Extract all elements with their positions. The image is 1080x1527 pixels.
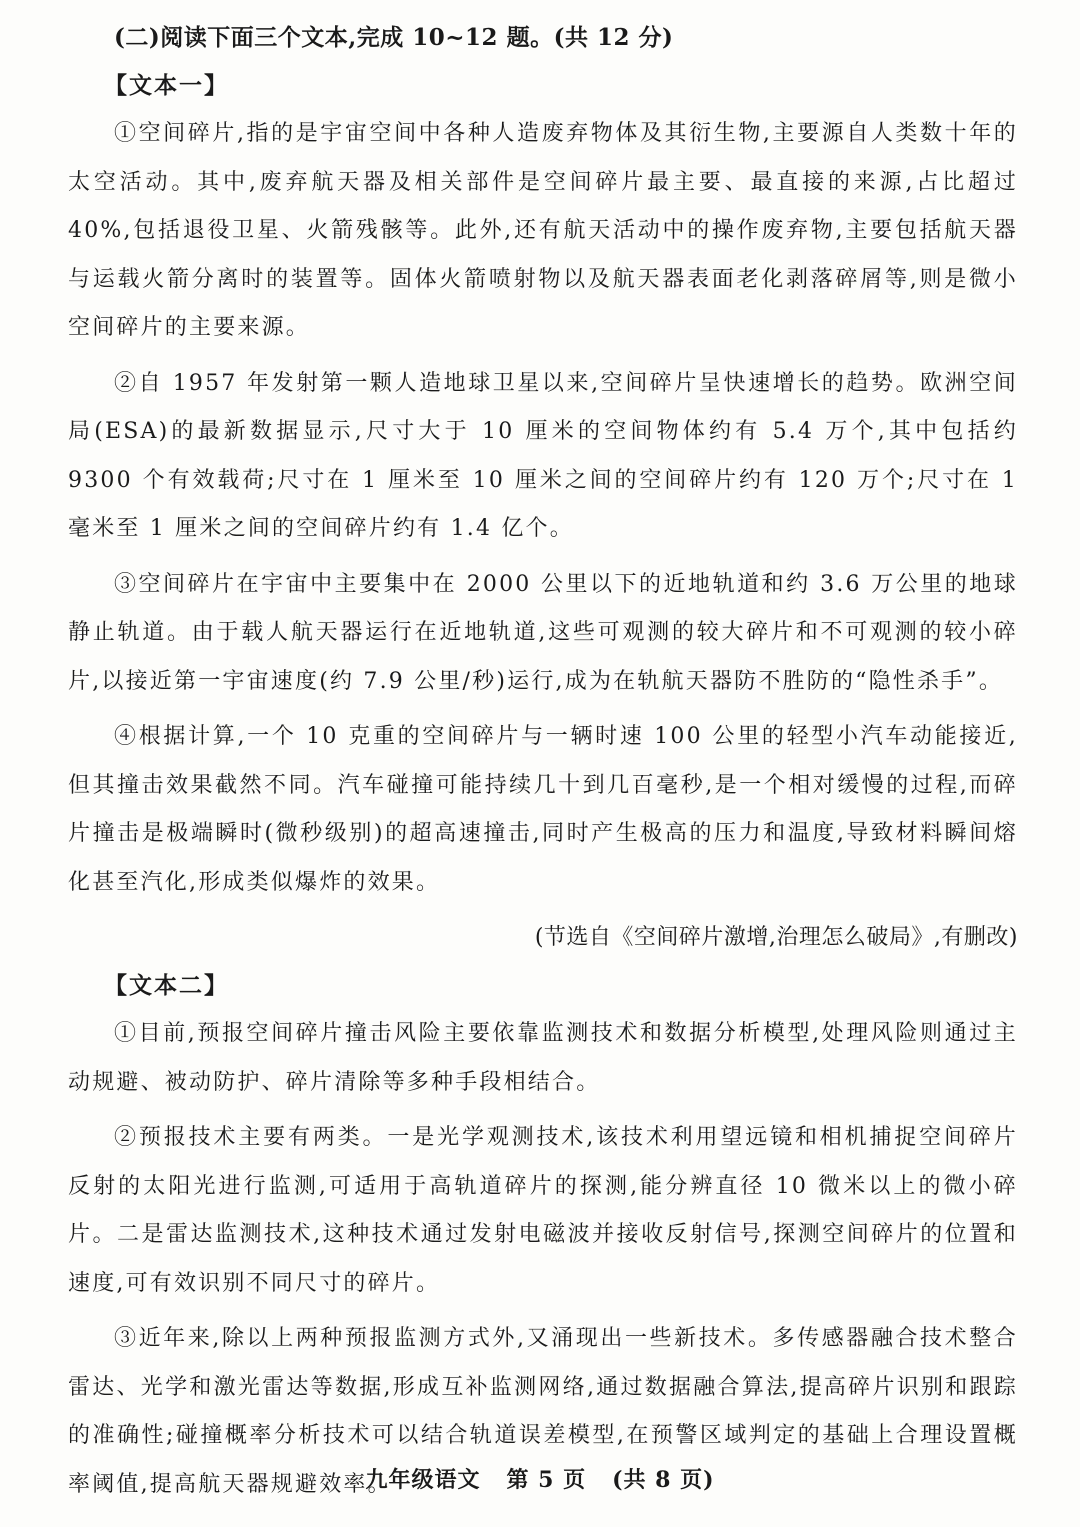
- text2-label: 【文本二】: [104, 972, 229, 999]
- text1-paragraph-4: ④根据计算,一个 10 克重的空间碎片与一辆时速 100 公里的轻型小汽车动能接近,但其撞击效果截然不同。汽车碰撞可能持续几十到几百毫秒,是一个相对缓慢的过程,而碎片撞击是极端瞬时(微秒级别)的超高速撞击,同时产生极高的压力和温度,导致材料瞬间熔化甚至汽化,形成类似爆炸的效果。: [68, 724, 1018, 895]
- text1-label: 【文本一】: [104, 72, 229, 99]
- text1-paragraph-2: ②自 1957 年发射第一颗人造地球卫星以来,空间碎片呈快速增长的趋势。欧洲空间局(ESA)的最新数据显示,尺寸大于 10 厘米的空间物体约有 5.4 万个,其中包括约 9300 个有效载荷;尺寸在 1 厘米至 10 厘米之间的空间碎片约有 120 万个;尺寸在 1 毫米至 1 厘米之间的空间碎片约有 1.4 亿个。: [68, 370, 1018, 541]
- text1-paragraph-1: ①空间碎片,指的是宇宙空间中各种人造废弃物体及其衍生物,主要源自人类数十年的太空活动。其中,废弃航天器及相关部件是空间碎片最主要、最直接的来源,占比超过 40%,包括退役卫星、火箭残骸等。此外,还有航天活动中的操作废弃物,主要包括航天器与运载火箭分离时的装置等。固体火箭喷射物以及航天器表面老化剥落碎屑等,则是微小空间碎片的主要来源。: [68, 121, 1018, 340]
- text2-paragraph-1: ①目前,预报空间碎片撞击风险主要依靠监测技术和数据分析模型,处理风险则通过主动规避、被动防护、碎片清除等多种手段相结合。: [68, 1021, 1018, 1095]
- footer-subject: 九年级语文: [365, 1467, 481, 1493]
- text1-source: (节选自《空间碎片激增,治理怎么破局》,有删改): [534, 925, 1018, 950]
- text2-paragraph-3: ③近年来,除以上两种预报监测方式外,又涌现出一些新技术。多传感器融合技术整合雷达、光学和激光雷达等数据,形成互补监测网络,通过数据融合算法,提高碎片识别和跟踪的准确性;碰撞概率分析技术可以结合轨道误差模型,在预警区域判定的基础上合理设置概率阈值,提高航天器规避效率。: [68, 1326, 1018, 1497]
- text1-paragraph-3: ③空间碎片在宇宙中主要集中在 2000 公里以下的近地轨道和约 3.6 万公里的地球静止轨道。由于载人航天器运行在近地轨道,这些可观测的较大碎片和不可观测的较小碎片,以接近第一宇宙速度(约 7.9 公里/秒)运行,成为在轨航天器防不胜防的“隐性杀手”。: [68, 571, 1018, 694]
- footer-page-total: (共 8 页): [612, 1467, 715, 1493]
- text2-paragraph-2: ②预报技术主要有两类。一是光学观测技术,该技术利用望远镜和相机捕捉空间碎片反射的太阳光进行监测,可适用于高轨道碎片的探测,能分辨直径 10 微米以上的微小碎片。二是雷达监测技术,这种技术通过发射电磁波并接收反射信号,探测空间碎片的位置和速度,可有效识别不同尺寸的碎片。: [68, 1125, 1018, 1296]
- section-title: (二)阅读下面三个文本,完成 10~12 题。(共 12 分): [114, 24, 674, 51]
- page-footer: [0, 1460, 1080, 1500]
- footer-page-number: 第 5 页: [506, 1467, 587, 1493]
